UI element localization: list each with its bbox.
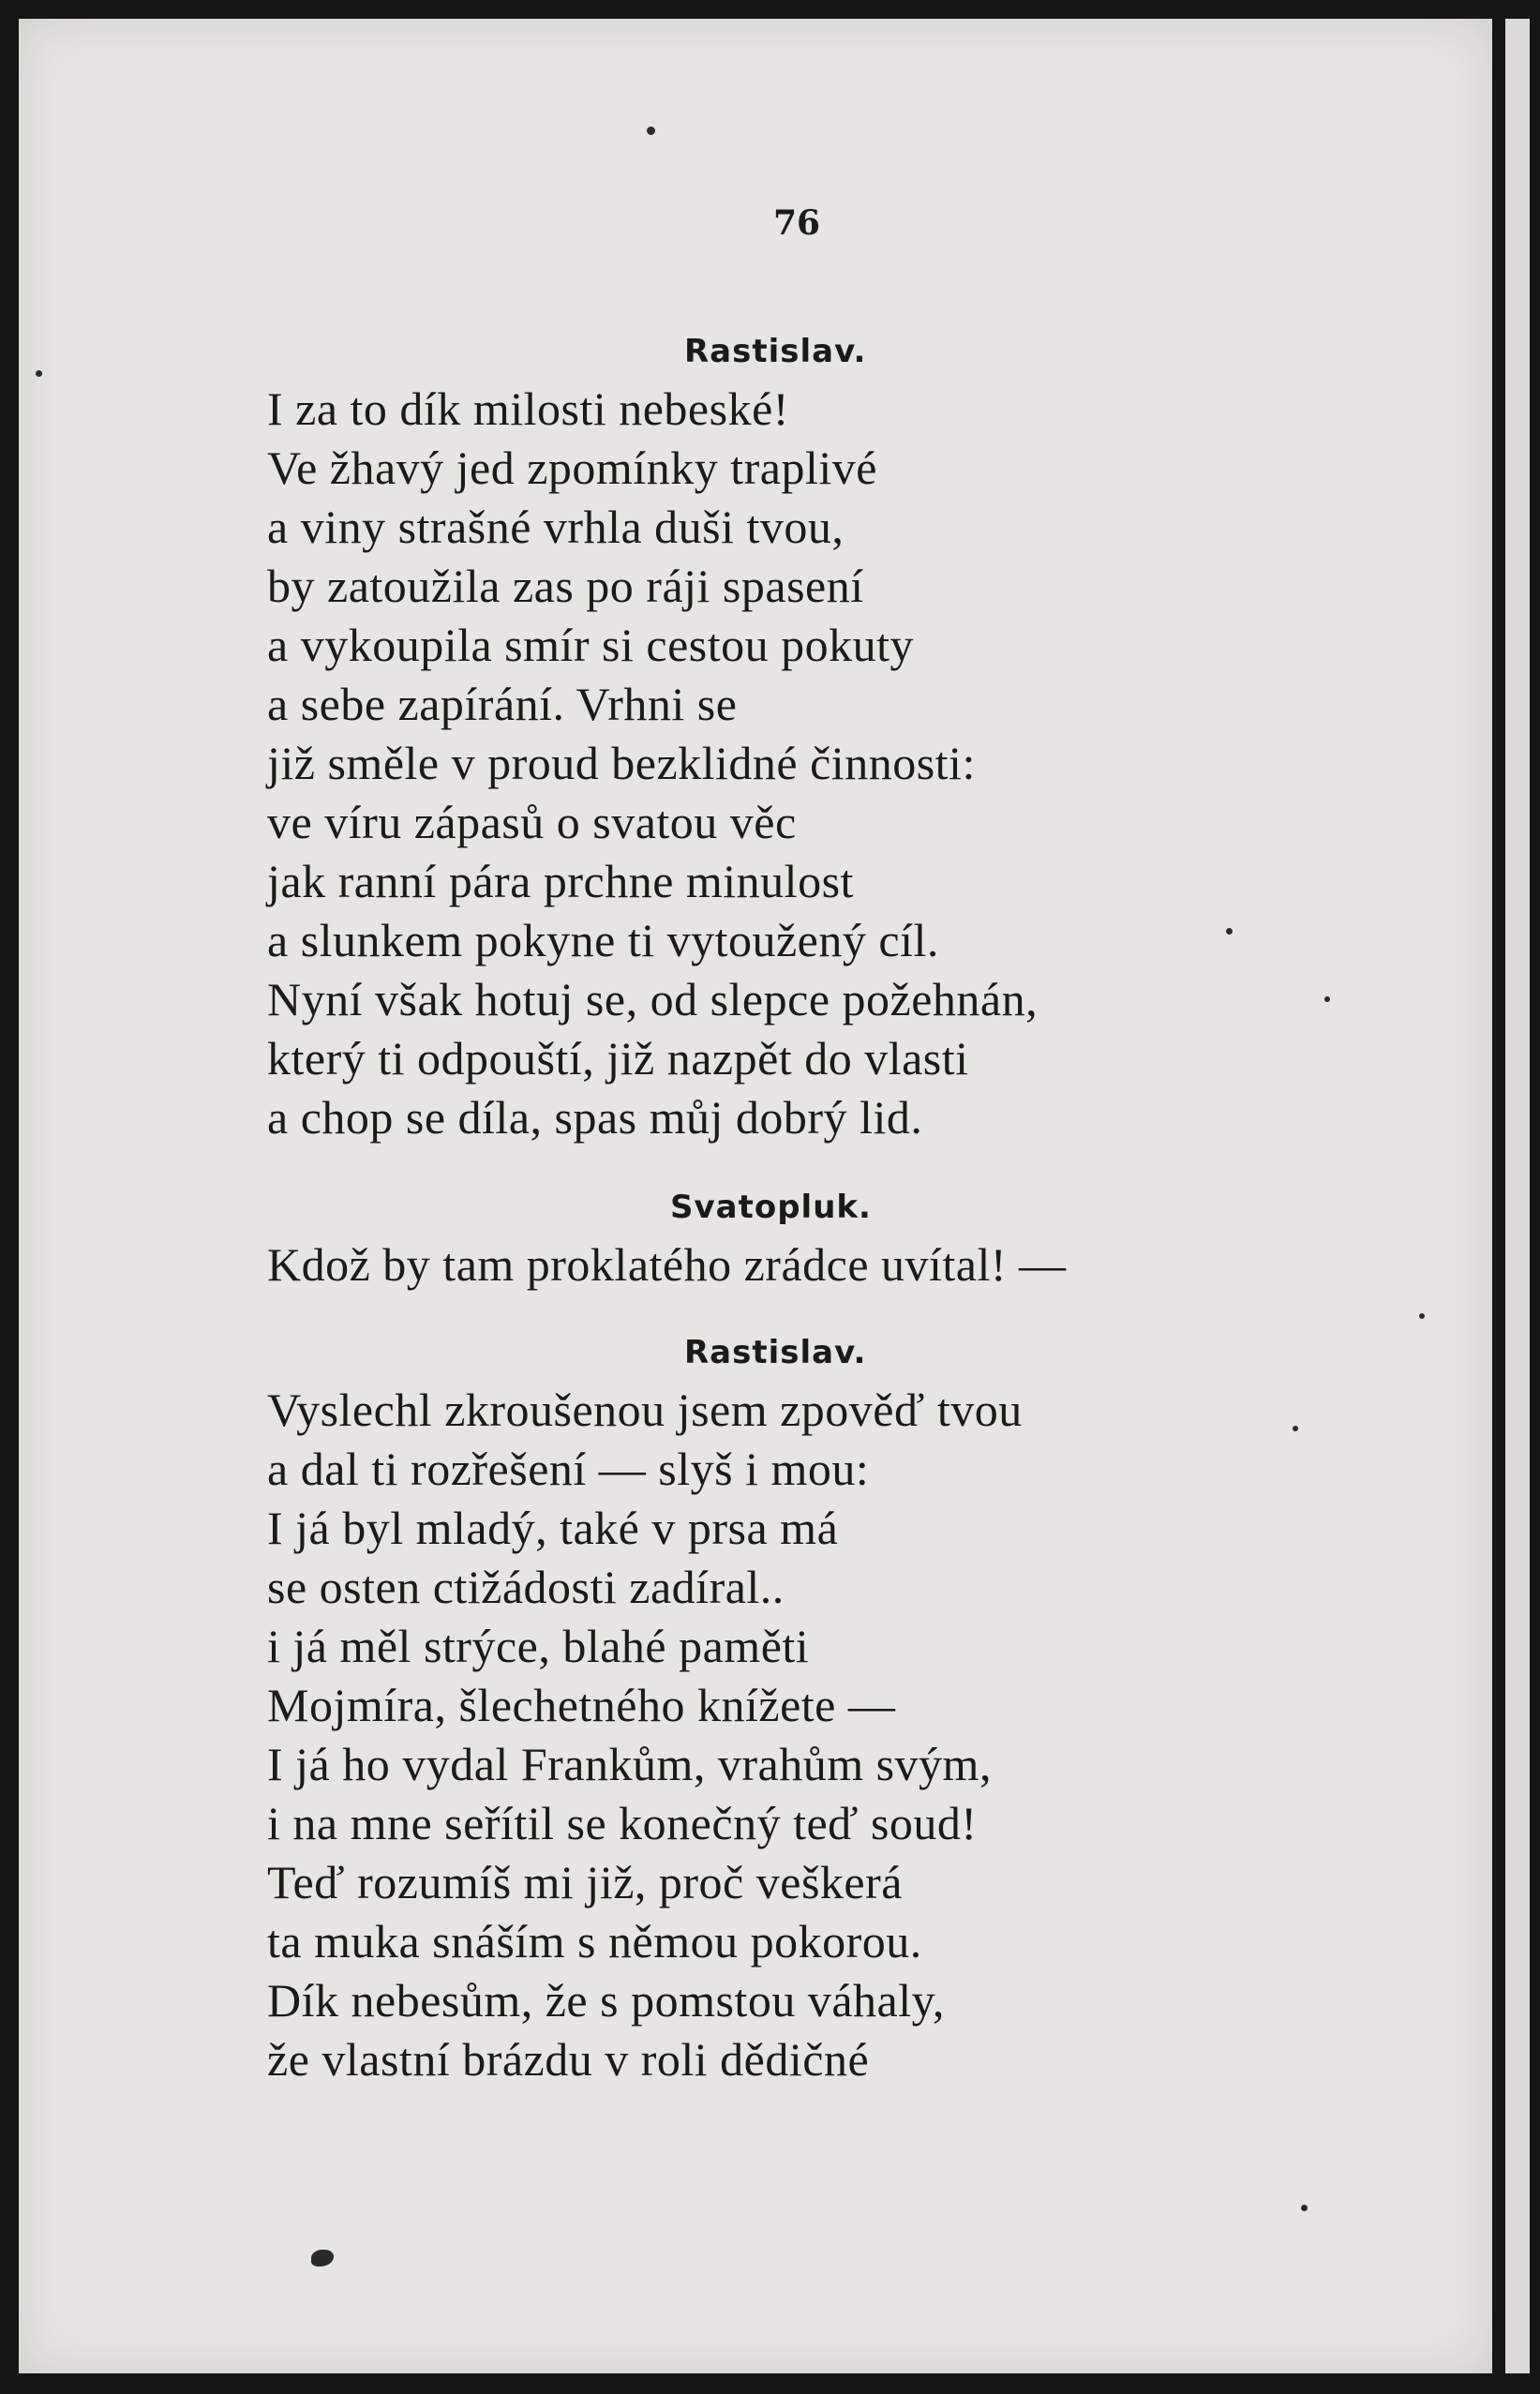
- verse-line: Vyslechl zkroušenou jsem zpověď tvou: [267, 1384, 1023, 1436]
- verse-line: I za to dík milosti nebeské!: [267, 382, 789, 435]
- ink-speck: [1419, 1313, 1425, 1319]
- verse-line: i na mne seřítil se konečný teď soud!: [267, 1797, 978, 1849]
- page-number: 76: [772, 203, 821, 243]
- ink-speck: [1293, 1426, 1298, 1431]
- verse-line: Nyní však hotuj se, od slepce požehnán,: [267, 973, 1039, 1025]
- verse-line: ta muka snáším s němou pokorou.: [267, 1915, 922, 1968]
- verse-line: a chop se díla, spas můj dobrý lid.: [267, 1091, 923, 1144]
- verse-line: a viny strašné vrhla duši tvou,: [267, 501, 845, 553]
- verse-line: i já měl strýce, blahé paměti: [267, 1620, 810, 1672]
- verse-line: Mojmíra, šlechetného knížete —: [267, 1679, 896, 1731]
- verse-line: by zatoužila zas po ráji spasení: [267, 560, 864, 612]
- verse-line: se osten ctižádosti zadíral..: [267, 1561, 785, 1613]
- verse-line: a dal ti rozřešení — slyš i mou:: [267, 1443, 870, 1495]
- verse-line: Teď rozumíš mi již, proč veškerá: [267, 1856, 903, 1908]
- verse-line: který ti odpouští, již nazpět do vlasti: [267, 1032, 969, 1085]
- verse-line: a vykoupila smír si cestou pokuty: [267, 619, 915, 671]
- verse-line: a sebe zapírání. Vrhni se: [267, 678, 738, 730]
- verse-line: jak ranní pára prchne minulost: [267, 855, 854, 907]
- ink-speck: [1301, 2205, 1308, 2211]
- verse-line: již směle v proud bezklidné činnosti:: [267, 737, 976, 789]
- verse-line: Ve žhavý jed zpomínky traplivé: [267, 441, 877, 494]
- verse-line: I já ho vydal Frankům, vrahům svým,: [267, 1738, 992, 1790]
- verse-line: Dík nebesům, že s pomstou váhaly,: [267, 1974, 945, 2027]
- speaker-name: Rastislav.: [684, 333, 867, 370]
- speaker-name: Svatopluk.: [670, 1189, 872, 1226]
- verse-line: a slunkem pokyne ti vytoužený cíl.: [267, 914, 939, 966]
- ink-speck: [1324, 996, 1330, 1002]
- speaker-name: Rastislav.: [684, 1334, 867, 1371]
- verse-line: že vlastní brázdu v roli dědičné: [267, 2033, 870, 2086]
- ink-speck: [36, 370, 42, 377]
- verse-line: Kdož by tam proklatého zrádce uvítal! —: [267, 1238, 1067, 1291]
- ink-speck: [1226, 928, 1233, 935]
- ink-speck: [647, 127, 655, 135]
- verse-line: I já byl mladý, také v prsa má: [267, 1502, 839, 1554]
- verse-line: ve víru zápasů o svatou věc: [267, 796, 797, 848]
- adjacent-page-edge: [1505, 19, 1530, 2373]
